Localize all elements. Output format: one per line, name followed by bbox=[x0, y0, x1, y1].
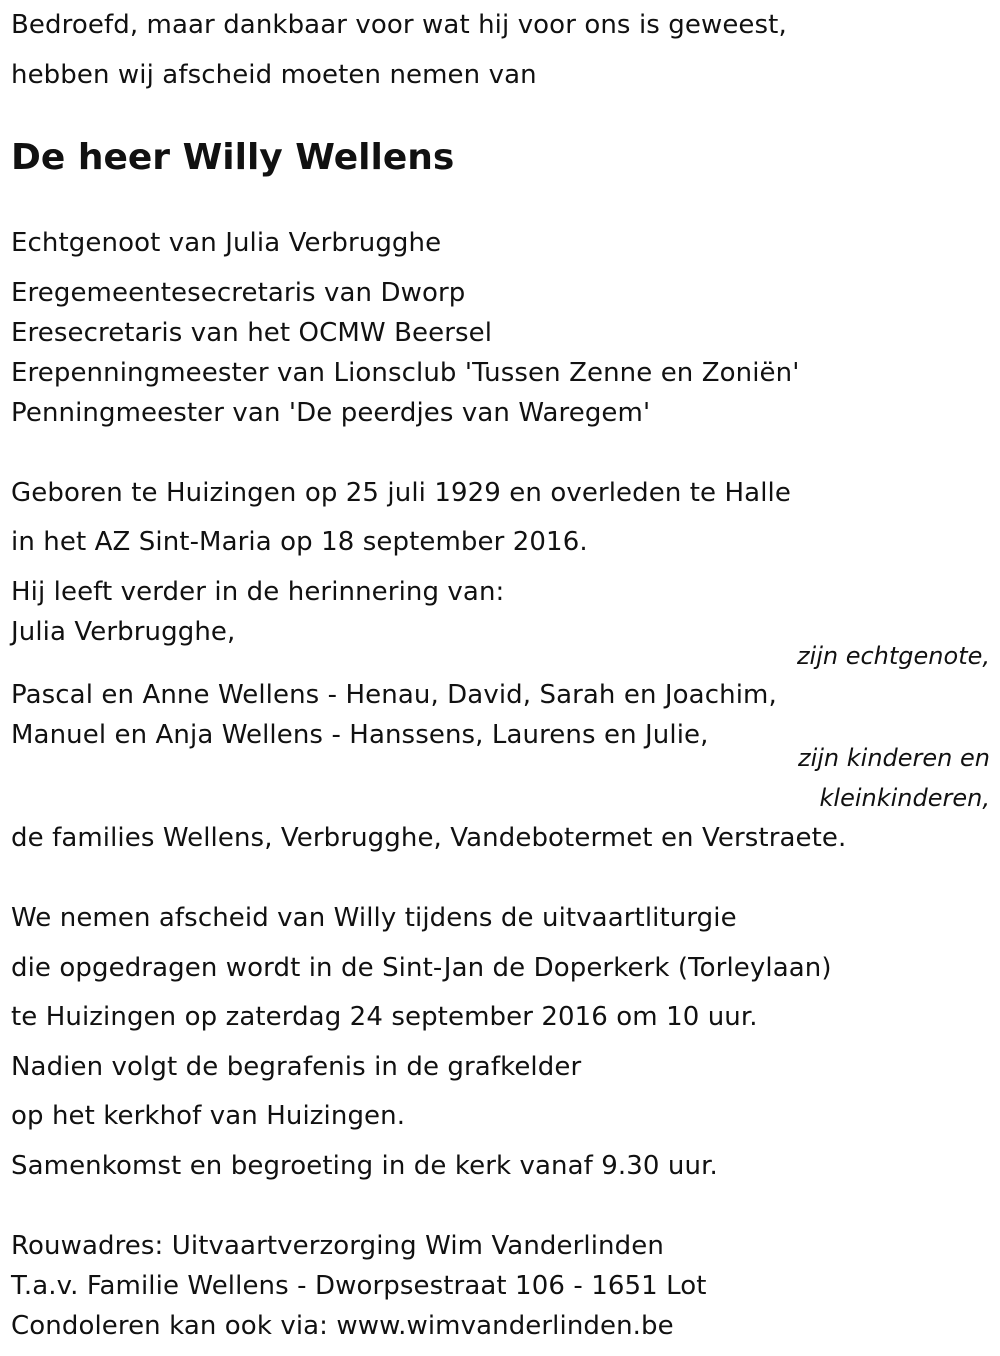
honorary-title-4: Penningmeester van 'De peerdjes van Waregem' bbox=[11, 398, 651, 428]
deceased-name: De heer Willy Wellens bbox=[11, 137, 455, 178]
intro-line-1: Bedroefd, maar dankbaar voor wat hij voor ons is geweest, bbox=[11, 10, 787, 40]
funeral-line-5: op het kerkhof van Huizingen. bbox=[11, 1101, 406, 1131]
contact-condolences: Condoleren kan ook via: www.wimvanderlinden.be bbox=[11, 1311, 674, 1341]
funeral-line-1: We nemen afscheid van Willy tijdens de uitvaartliturgie bbox=[11, 903, 737, 933]
honorary-title-1: Eregemeentesecretaris van Dworp bbox=[11, 278, 466, 308]
survivor-spouse-name: Julia Verbrugghe, bbox=[11, 617, 236, 647]
survivor-families: de families Wellens, Verbrugghe, Vandebotermet en Verstraete. bbox=[11, 823, 847, 853]
birth-death-line-1: Geboren te Huizingen op 25 juli 1929 en overleden te Halle bbox=[11, 478, 791, 508]
contact-attention: T.a.v. Familie Wellens - Dworpsestraat 106 - 1651 Lot bbox=[11, 1271, 707, 1301]
intro-line-2: hebben wij afscheid moeten nemen van bbox=[11, 60, 537, 90]
survivor-children-2: Manuel en Anja Wellens - Hanssens, Laurens en Julie, bbox=[11, 720, 709, 750]
contact-address: Rouwadres: Uitvaartverzorging Wim Vanderlinden bbox=[11, 1231, 664, 1261]
survivors-intro: Hij leeft verder in de herinnering van: bbox=[11, 577, 505, 607]
survivor-spouse-relation: zijn echtgenote, bbox=[796, 642, 990, 670]
honorary-title-3: Erepenningmeester van Lionsclub 'Tussen Zenne en Zoniën' bbox=[11, 358, 800, 388]
honorary-title-2: Eresecretaris van het OCMW Beersel bbox=[11, 318, 493, 348]
funeral-line-4: Nadien volgt de begrafenis in de grafkelder bbox=[11, 1052, 582, 1082]
funeral-line-6: Samenkomst en begroeting in de kerk vanaf 9.30 uur. bbox=[11, 1151, 718, 1181]
spouse-line: Echtgenoot van Julia Verbrugghe bbox=[11, 228, 442, 258]
children-relation-line-2: kleinkinderen, bbox=[819, 784, 990, 812]
birth-death-line-2: in het AZ Sint-Maria op 18 september 2016. bbox=[11, 527, 588, 557]
funeral-line-3: te Huizingen op zaterdag 24 september 2016 om 10 uur. bbox=[11, 1002, 758, 1032]
survivor-children-1: Pascal en Anne Wellens - Henau, David, Sarah en Joachim, bbox=[11, 680, 777, 710]
children-relation-line-1: zijn kinderen en bbox=[798, 744, 990, 772]
funeral-line-2: die opgedragen wordt in de Sint-Jan de Doperkerk (Torleylaan) bbox=[11, 953, 832, 983]
